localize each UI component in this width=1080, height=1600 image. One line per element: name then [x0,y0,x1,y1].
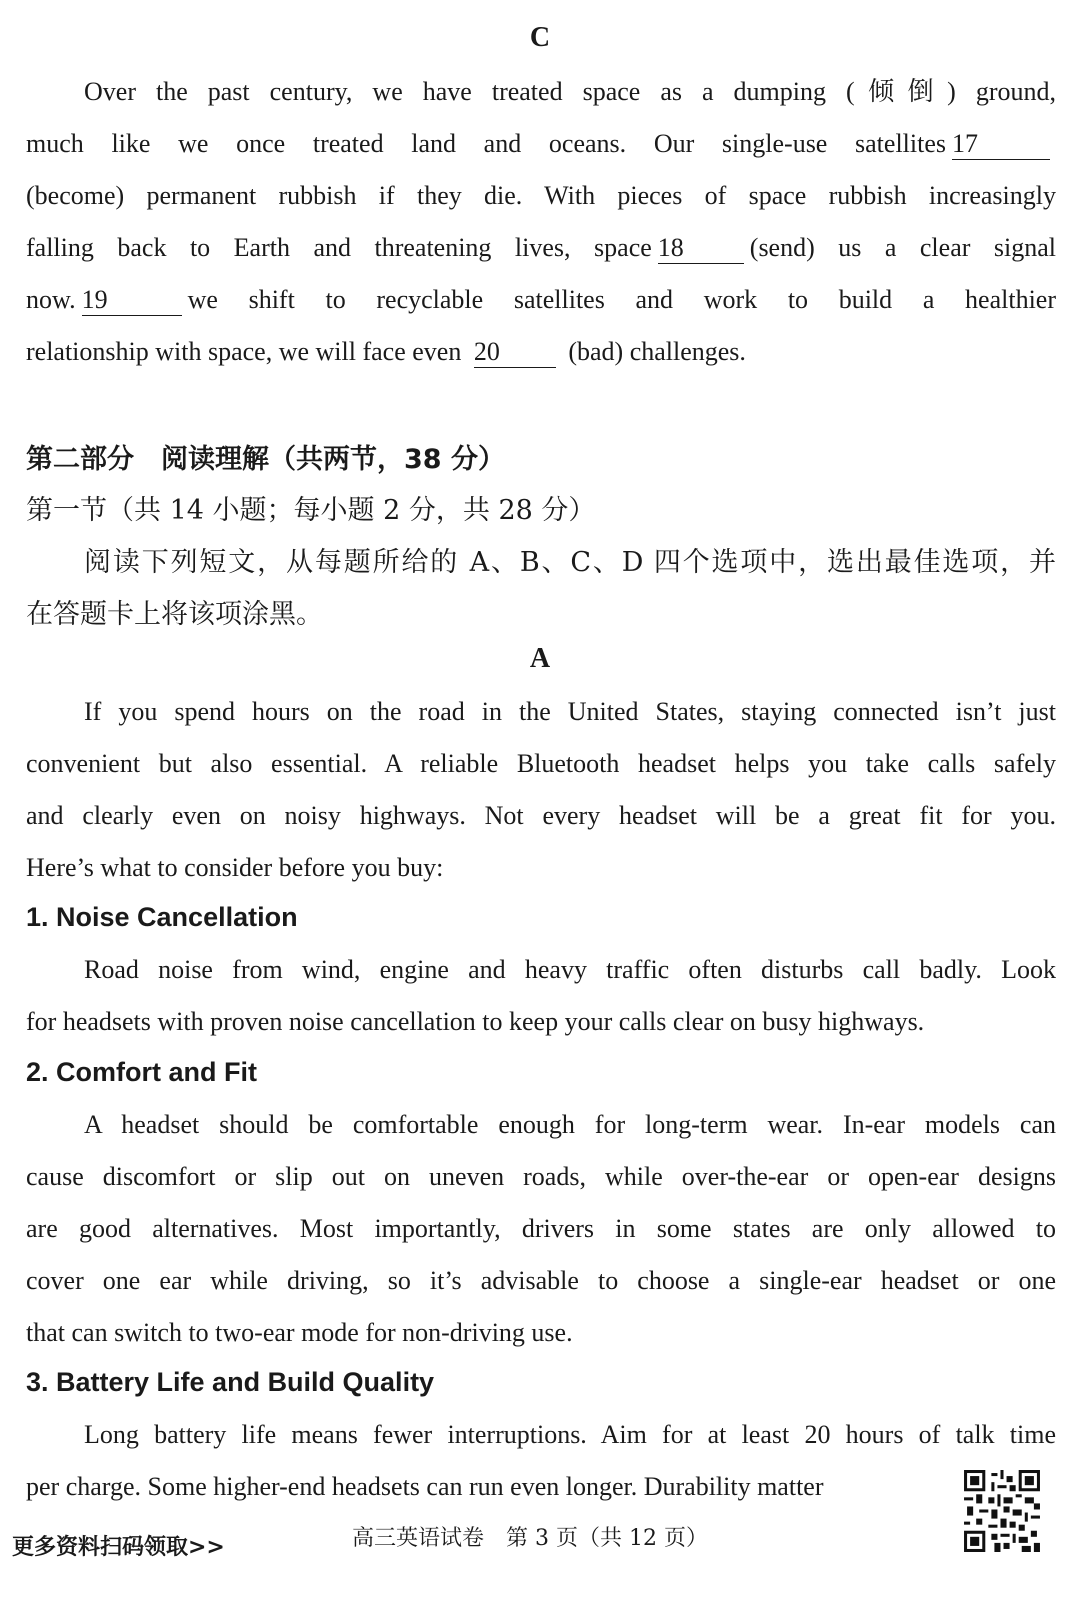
footer-scan-link[interactable]: 更多资料扫码领取>> [12,1535,225,1560]
heading-comfort-fit: 2. Comfort and Fit [26,1057,257,1087]
text-segment: much like we once treated land and oceans. Our single-use satellites [26,129,946,158]
passage-c-line-1: Over the past century, we have treated space as a dumping (倾倒) ground, [84,77,1056,106]
passage-c-line-5 [26,274,1056,326]
intro-line: If you spend hours on the road in the United States, staying connected isn’t just [84,697,1056,726]
text-segment: now. [26,285,76,314]
body-line: per charge. Some higher-end headsets can run even longer. Durability matter [26,1472,824,1501]
text-segment: falling back to Earth and threatening lives, space [26,233,652,262]
intro-line: convenient but also essential. A reliable Bluetooth headset helps you take calls safely [26,749,1056,778]
intro-line: and clearly even on noisy highways. Not every headset will be a great fit for you. [26,801,1056,830]
blank-19: 19 [82,285,182,316]
text-segment: relationship with space, we will face even [26,337,462,366]
passage-a-intro [26,686,1056,894]
body-line: A headset should be comfortable enough for long-term wear. In-ear models can [84,1110,1056,1139]
heading-noise-cancellation: 1. Noise Cancellation [26,902,298,932]
body-line: are good alternatives. Most importantly, drivers in some states are only allowed to [26,1214,1056,1243]
blank-18: 18 [658,233,744,264]
paragraph-comfort-fit [26,1099,1056,1359]
body-line: cover one ear while driving, so it’s advisable to choose a single-ear headset or one [26,1266,1056,1295]
instruction-line-2: 在答题卡上将该项涂黑。 [26,599,323,630]
section-1-title: 第一节（共 14 小题；每小题 2 分，共 28 分） [26,495,596,526]
passage-a-heading: A [529,643,551,674]
body-line: that can switch to two-ear mode for non-driving use. [26,1318,573,1347]
blank-17: 17 [952,129,1050,160]
passage-c-heading: C [529,22,551,53]
blank-20: 20 [474,337,556,368]
text-segment: we shift to recyclable satellites and work to build a healthier [187,285,1056,314]
body-line: Road noise from wind, engine and heavy traffic often disturbs call badly. Look [84,955,1056,984]
passage-c-line-2 [26,118,1056,170]
instruction-line-1: 阅读下列短文，从每题所给的 A、B、C、D 四个选项中，选出最佳选项，并 [84,547,1056,578]
passage-c-line-6 [26,326,1056,378]
page-footer: 高三英语试卷 第 3 页（共 12 页） [352,1526,708,1551]
paragraph-battery-build [26,1409,1056,1513]
intro-line: Here’s what to consider before you buy: [26,853,444,882]
heading-battery-build: 3. Battery Life and Build Quality [26,1367,435,1397]
part-2-title: 第二部分 阅读理解（共两节，38 分） [26,444,505,475]
passage-c-line-4 [26,222,1056,274]
text-segment: (bad) challenges. [568,337,746,366]
body-line: for headsets with proven noise cancellation to keep your calls clear on busy highways. [26,1007,925,1036]
body-line: cause discomfort or slip out on uneven roads, while over-the-ear or open-ear designs [26,1162,1056,1191]
text-segment: (send) us a clear signal [749,233,1056,262]
body-line: Long battery life means fewer interruptions. Aim for at least 20 hours of talk time [84,1420,1056,1449]
passage-c-line-3: (become) permanent rubbish if they die. With pieces of space rubbish increasingly [26,181,1056,210]
paragraph-noise-cancellation [26,944,1056,1048]
passage-c-body [26,66,1056,378]
